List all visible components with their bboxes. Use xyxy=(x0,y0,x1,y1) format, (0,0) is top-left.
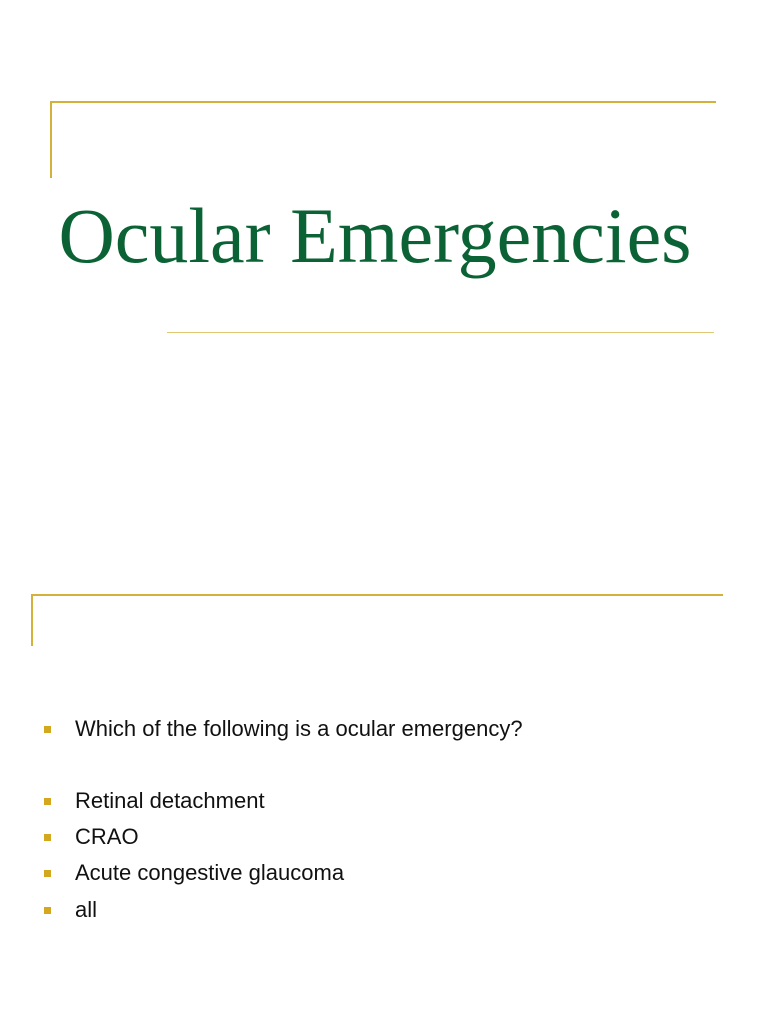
question-text: Which of the following is a ocular emergency? xyxy=(75,716,523,741)
bullet-square-icon xyxy=(44,907,51,914)
option-item xyxy=(44,895,97,925)
bullet-square-icon xyxy=(44,798,51,805)
option-item xyxy=(44,822,139,852)
option-item xyxy=(44,858,344,888)
bullet-square-icon xyxy=(44,726,51,733)
bullet-square-icon xyxy=(44,870,51,877)
option-item xyxy=(44,786,265,816)
bullet-square-icon xyxy=(44,834,51,841)
question-item xyxy=(44,714,523,744)
option-text: CRAO xyxy=(75,824,139,849)
option-text: Retinal detachment xyxy=(75,788,265,813)
question-slide xyxy=(0,560,768,1024)
option-text: Acute congestive glaucoma xyxy=(75,860,345,885)
slide-title: Ocular Emergencies xyxy=(58,192,692,279)
title-underline xyxy=(167,332,714,333)
frame-left-line xyxy=(50,101,52,178)
frame-top-line xyxy=(50,101,716,103)
bullet-list xyxy=(0,560,768,1024)
option-text: all xyxy=(75,897,98,922)
